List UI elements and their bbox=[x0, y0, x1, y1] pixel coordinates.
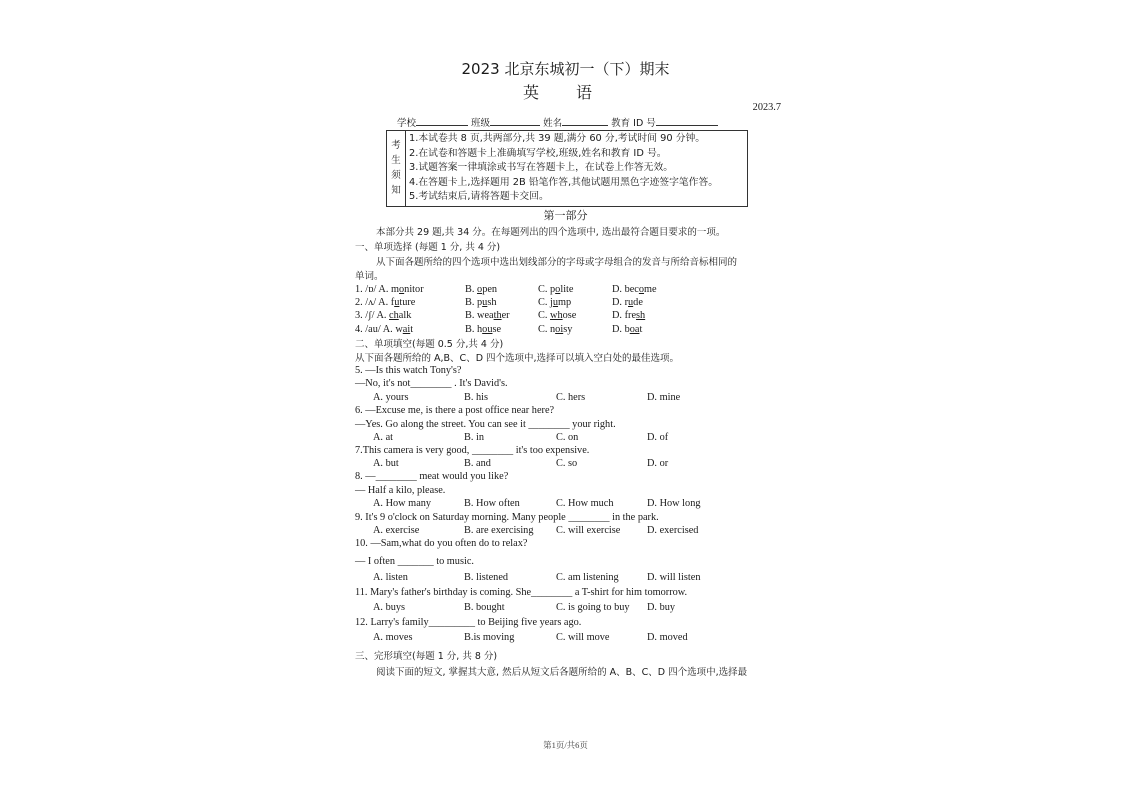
exam-notice-box bbox=[386, 130, 748, 207]
answer-option-c[interactable]: C. am listening bbox=[556, 572, 619, 583]
exam-title: 2023 北京东城初一（下）期末 bbox=[461, 60, 670, 78]
section-one-instruction: 从下面各题所给的四个选项中选出划线部分的字母或字母组合的发音与所给音标相同的 bbox=[376, 257, 738, 268]
section-two-title: 二、单项填空(每题 0.5 分,共 4 分) bbox=[355, 339, 504, 350]
option-b[interactable]: B. open bbox=[465, 284, 498, 295]
option-c[interactable]: C. whose bbox=[538, 310, 577, 322]
option-d[interactable]: D. boat bbox=[612, 323, 643, 335]
answer-option-c[interactable]: C. so bbox=[556, 458, 578, 469]
answer-option-c[interactable]: C. will move bbox=[556, 632, 610, 643]
edu-id-label: 教育 ID 号 bbox=[611, 118, 656, 129]
answer-option-b[interactable]: B. in bbox=[464, 432, 485, 443]
answer-option-d[interactable]: D. exercised bbox=[647, 525, 699, 536]
answer-option-d[interactable]: D. buy bbox=[647, 602, 676, 613]
section-three-title: 三、完形填空(每题 1 分, 共 8 分) bbox=[355, 651, 498, 662]
notice-items bbox=[409, 132, 718, 205]
student-info-line bbox=[397, 115, 718, 129]
answer-option-d[interactable]: D. of bbox=[647, 432, 669, 443]
question-stem: 10. —Sam,what do you often do to relax? bbox=[355, 538, 528, 549]
option-b[interactable]: B. weather bbox=[465, 310, 510, 322]
option-a[interactable]: 1. /ɒ/ A. monitor bbox=[355, 284, 424, 295]
answer-option-b[interactable]: B. his bbox=[464, 392, 489, 403]
answer-option-b[interactable]: B. are exercising bbox=[464, 525, 534, 536]
question-dialogue-line: — Half a kilo, please. bbox=[355, 485, 446, 496]
question-stem: 8. —________ meat would you like? bbox=[355, 471, 509, 482]
class-label: 班级 bbox=[471, 118, 491, 129]
school-field[interactable] bbox=[416, 115, 468, 126]
option-d[interactable]: D. fresh bbox=[612, 310, 646, 322]
answer-option-c[interactable]: C. hers bbox=[556, 392, 586, 403]
question-dialogue-line: — I often _______ to music. bbox=[355, 556, 474, 567]
answer-option-a[interactable]: A. yours bbox=[373, 392, 409, 403]
question-stem: 7.This camera is very good, ________ it's too expensive. bbox=[355, 445, 590, 456]
question-stem: 9. It's 9 o'clock on Saturday morning. Many people ________ in the park. bbox=[355, 512, 659, 523]
option-c[interactable]: C. polite bbox=[538, 284, 574, 295]
section-one-instruction-cont: 单词。 bbox=[355, 271, 384, 282]
option-d[interactable]: D. rude bbox=[612, 297, 643, 309]
answer-option-c[interactable]: C. How much bbox=[556, 498, 614, 509]
option-a[interactable]: 3. /ʃ/ A. chalk bbox=[355, 310, 412, 322]
notice-item: 4.在答题卡上,选择题用 2B 铅笔作答,其他试题用黑色字迹签字笔作答。 bbox=[409, 176, 719, 188]
answer-option-c[interactable]: C. is going to buy bbox=[556, 602, 630, 613]
notice-item: 3.试题答案一律填涂或书写在答题卡上，在试卷上作答无效。 bbox=[409, 162, 674, 174]
option-a[interactable]: 2. /ʌ/ A. future bbox=[355, 297, 416, 309]
notice-item: 2.在试卷和答题卡上准确填写学校,班级,姓名和教育 ID 号。 bbox=[409, 147, 667, 159]
name-field[interactable] bbox=[562, 115, 608, 126]
answer-option-a[interactable]: A. How many bbox=[373, 498, 432, 509]
answer-option-b[interactable]: B.is moving bbox=[464, 632, 515, 643]
answer-option-d[interactable]: D. How long bbox=[647, 498, 701, 509]
exam-date: 2023.7 bbox=[752, 102, 781, 113]
question-stem: 6. —Excuse me, is there a post office near here? bbox=[355, 405, 555, 416]
answer-option-b[interactable]: B. listened bbox=[464, 572, 509, 583]
question-dialogue-line: —No, it's not________ . It's David's. bbox=[355, 378, 508, 389]
answer-option-b[interactable]: B. bought bbox=[464, 602, 505, 613]
option-b[interactable]: B. house bbox=[465, 323, 502, 335]
answer-option-c[interactable]: C. will exercise bbox=[556, 525, 621, 536]
page-footer: 第1页/共6页 bbox=[543, 740, 588, 750]
question-dialogue-line: —Yes. Go along the street. You can see it ________ your right. bbox=[355, 419, 616, 430]
answer-option-b[interactable]: B. and bbox=[464, 458, 491, 469]
answer-option-b[interactable]: B. How often bbox=[464, 498, 520, 509]
answer-option-a[interactable]: A. exercise bbox=[373, 525, 420, 536]
class-field[interactable] bbox=[490, 115, 540, 126]
subject-title: 英 语 bbox=[522, 83, 609, 102]
part-one-title: 第一部分 bbox=[543, 209, 588, 222]
option-c[interactable]: C. jump bbox=[538, 297, 572, 309]
notice-item: 5.考试结束后,请将答题卡交回。 bbox=[409, 191, 549, 203]
answer-option-d[interactable]: D. moved bbox=[647, 632, 688, 643]
answer-option-d[interactable]: D. mine bbox=[647, 392, 681, 403]
section-two-instruction: 从下面各题所给的 A,B、C、D 四个选项中,选择可以填入空白处的最佳选项。 bbox=[355, 353, 680, 364]
answer-option-a[interactable]: A. listen bbox=[373, 572, 408, 583]
option-c[interactable]: C. noisy bbox=[538, 323, 573, 335]
answer-option-d[interactable]: D. or bbox=[647, 458, 669, 469]
section-one-title: 一、单项选择 (每题 1 分, 共 4 分) bbox=[355, 242, 501, 253]
name-label: 姓名 bbox=[543, 118, 563, 129]
part-one-intro: 本部分共 29 题,共 34 分。在每题列出的四个选项中, 选出最符合题目要求的一项。 bbox=[376, 227, 726, 238]
question-stem: 12. Larry's family_________ to Beijing five years ago. bbox=[355, 617, 582, 628]
answer-option-a[interactable]: A. at bbox=[373, 432, 394, 443]
notice-side-label: 考 生 须 知 bbox=[387, 131, 406, 206]
answer-option-d[interactable]: D. will listen bbox=[647, 572, 701, 583]
answer-option-c[interactable]: C. on bbox=[556, 432, 579, 443]
option-a[interactable]: 4. /au/ A. wait bbox=[355, 323, 414, 335]
section-three-instruction: 阅读下面的短文, 掌握其大意, 然后从短文后各题所给的 A、B、C、D 四个选项中,选择最 bbox=[376, 667, 748, 678]
option-b[interactable]: B. push bbox=[465, 297, 497, 309]
question-stem: 5. —Is this watch Tony's? bbox=[355, 365, 462, 376]
notice-item: 1.本试卷共 8 页,共两部分,共 39 题,满分 60 分,考试时间 90 分钟。 bbox=[409, 133, 706, 144]
answer-option-a[interactable]: A. buys bbox=[373, 602, 406, 613]
option-d[interactable]: D. become bbox=[612, 284, 657, 295]
answer-option-a[interactable]: A. but bbox=[373, 458, 399, 469]
question-stem: 11. Mary's father's birthday is coming. She________ a T-shirt for him tomorrow. bbox=[355, 587, 688, 598]
answer-option-a[interactable]: A. moves bbox=[373, 632, 413, 643]
school-label: 学校 bbox=[397, 118, 417, 129]
edu-id-field[interactable] bbox=[656, 115, 718, 126]
